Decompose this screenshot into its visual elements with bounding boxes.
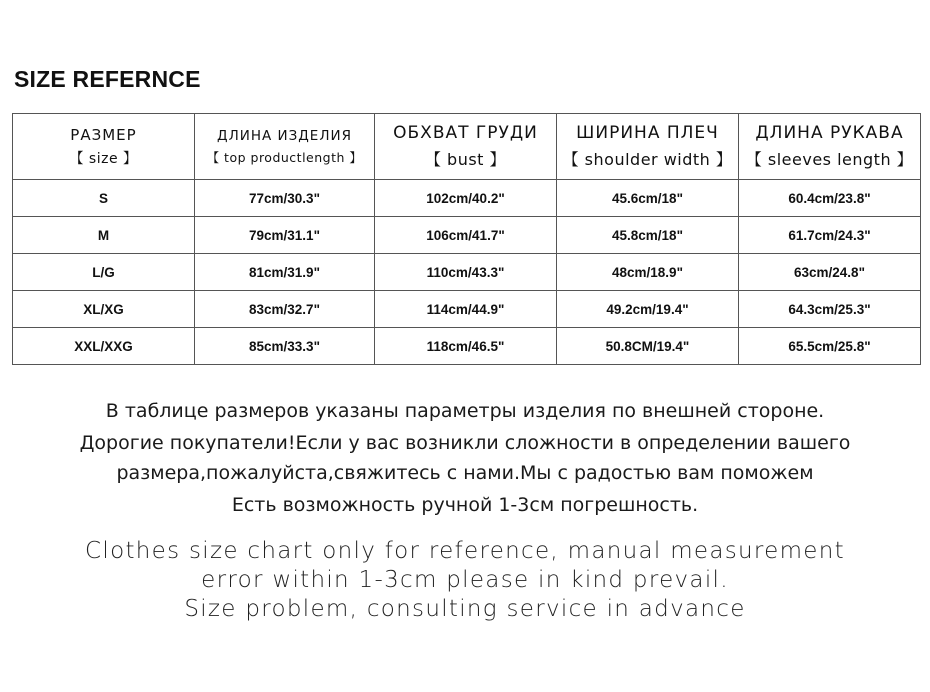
cell-length: 77cm/30.3" <box>195 180 375 217</box>
cell-size: S <box>13 180 195 217</box>
cell-bust: 118cm/46.5" <box>375 328 557 365</box>
cell-length: 81cm/31.9" <box>195 254 375 291</box>
header-size-ru: РАЗМЕР <box>70 125 137 144</box>
size-table <box>12 113 921 365</box>
note-ru-line-4: Есть возможность ручной 1-3см погрешность. <box>231 494 699 516</box>
cell-length: 83cm/32.7" <box>195 291 375 328</box>
note-ru-line-3: размера,пожалуйста,свяжитесь с нами.Мы с радостью вам поможем <box>116 462 814 484</box>
table-row <box>13 254 921 291</box>
header-sleeve <box>739 114 921 180</box>
cell-shoulder: 48cm/18.9" <box>557 254 739 291</box>
header-shoulder-ru: ШИРИНА ПЛЕЧ <box>576 123 719 143</box>
cell-sleeve: 61.7cm/24.3" <box>739 217 921 254</box>
cell-size: M <box>13 217 195 254</box>
header-shoulder <box>557 114 739 180</box>
note-en-line-3: Size problem, consulting service in advance <box>184 596 746 622</box>
header-sleeve-en: 【 sleeves length 】 <box>745 150 914 169</box>
note-ru-line-1: В таблице размеров указаны параметры изделия по внешней стороне. <box>105 400 825 422</box>
header-sleeve-ru: ДЛИНА РУКАВА <box>755 123 904 143</box>
header-bust-ru: ОБХВАТ ГРУДИ <box>393 123 538 143</box>
header-size <box>13 114 195 180</box>
cell-shoulder: 50.8CM/19.4" <box>557 328 739 365</box>
cell-bust: 114cm/44.9" <box>375 291 557 328</box>
cell-bust: 102cm/40.2" <box>375 180 557 217</box>
cell-length: 79cm/31.1" <box>195 217 375 254</box>
header-length <box>195 114 375 180</box>
cell-bust: 110cm/43.3" <box>375 254 557 291</box>
cell-size: L/G <box>13 254 195 291</box>
cell-sleeve: 65.5cm/25.8" <box>739 328 921 365</box>
page-title: SIZE REFERNCE <box>14 66 201 92</box>
table-row <box>13 217 921 254</box>
note-en-line-1: Clothes size chart only for reference, manual measurement <box>85 538 845 564</box>
cell-size: XL/XG <box>13 291 195 328</box>
header-bust <box>375 114 557 180</box>
table-row <box>13 180 921 217</box>
header-length-en: 【 top productlength 】 <box>206 149 363 165</box>
cell-shoulder: 45.6cm/18" <box>557 180 739 217</box>
note-en-line-2: error within 1-3cm please in kind prevail. <box>201 567 729 593</box>
header-length-ru: ДЛИНА ИЗДЕЛИЯ <box>217 127 352 144</box>
header-bust-en: 【 bust 】 <box>424 150 507 169</box>
cell-sleeve: 60.4cm/23.8" <box>739 180 921 217</box>
table-header-row <box>13 114 921 180</box>
cell-sleeve: 64.3cm/25.3" <box>739 291 921 328</box>
cell-sleeve: 63cm/24.8" <box>739 254 921 291</box>
header-size-en: 【 size 】 <box>69 150 138 167</box>
cell-size: XXL/XXG <box>13 328 195 365</box>
cell-length: 85cm/33.3" <box>195 328 375 365</box>
cell-shoulder: 49.2cm/19.4" <box>557 291 739 328</box>
table-row <box>13 328 921 365</box>
table-row <box>13 291 921 328</box>
note-ru-line-2: Дорогие покупатели!Если у вас возникли сложности в определении вашего <box>79 432 851 454</box>
cell-shoulder: 45.8cm/18" <box>557 217 739 254</box>
header-shoulder-en: 【 shoulder width 】 <box>562 150 733 169</box>
cell-bust: 106cm/41.7" <box>375 217 557 254</box>
